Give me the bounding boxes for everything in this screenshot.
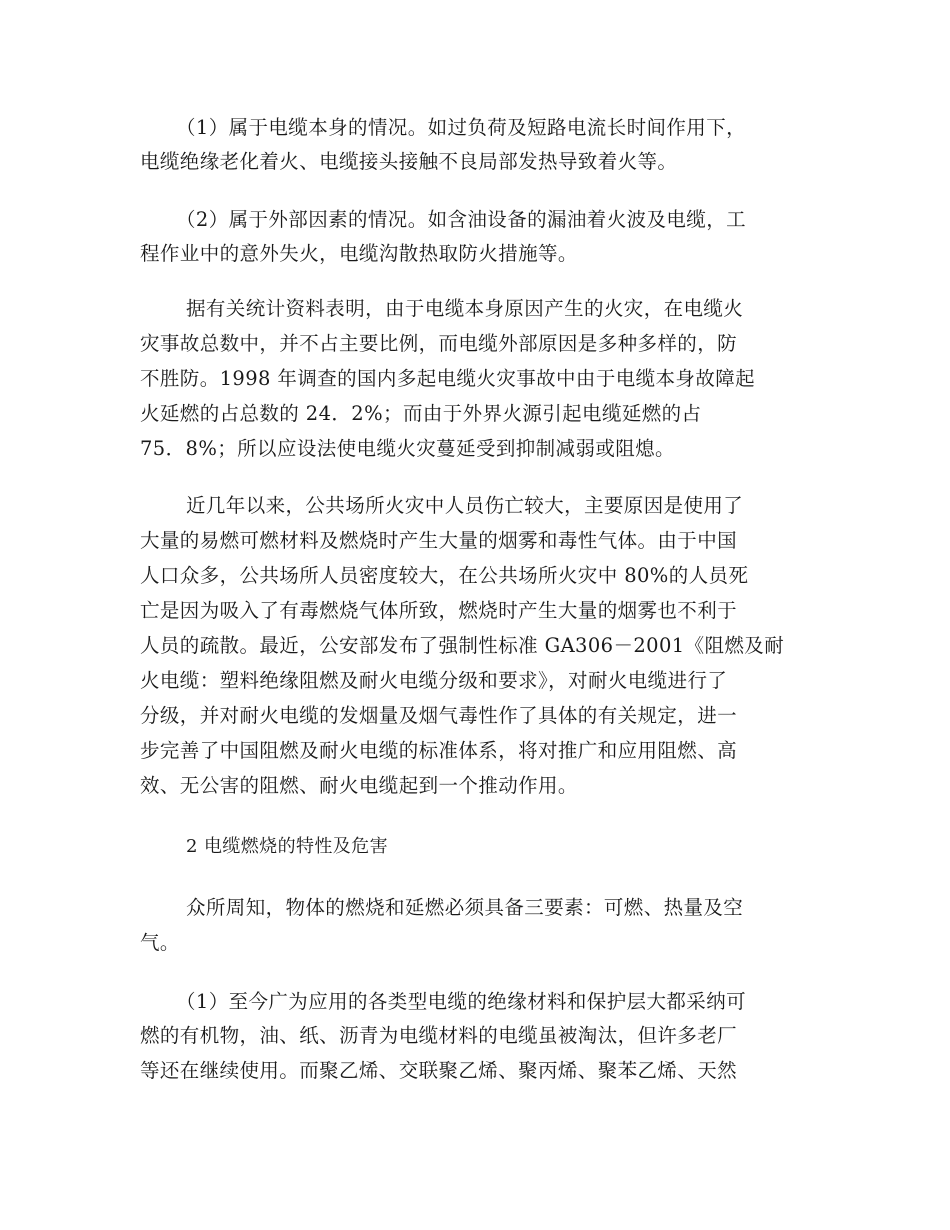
paragraph-4-line-9: 效、无公害的阻燃、耐火电缆起到一个推动作用。 bbox=[140, 774, 578, 797]
paragraph-4-line-8: 步完善了中国阻燃及耐火电缆的标准体系，将对推广和应用阻燃、高 bbox=[140, 739, 738, 762]
paragraph-3-line-5: 75．8%；所以应设法使电缆火灾蔓延受到抑制减弱或阻熄。 bbox=[140, 437, 675, 460]
paragraph-3-line-4: 火延燃的占总数的 24．2%；而由于外界火源引起电缆延燃的占 bbox=[140, 402, 702, 425]
paragraph-5-line-1: 众所周知，物体的燃烧和延燃必须具备三要素：可燃、热量及空 bbox=[186, 896, 744, 919]
paragraph-4-line-6: 火电缆：塑料绝缘阻燃及耐火电缆分级和要求》，对耐火电缆进行了 bbox=[140, 669, 728, 692]
section-heading: 2 电缆燃烧的特性及危害 bbox=[186, 836, 388, 857]
paragraph-5-line-2: 气。 bbox=[140, 931, 180, 954]
paragraph-1-line-1: （1）属于电缆本身的情况。如过负荷及短路电流长时间作用下， bbox=[176, 116, 747, 139]
paragraph-6-line-1: （1）至今广为应用的各类型电缆的绝缘材料和保护层大都采纳可 bbox=[176, 990, 747, 1013]
paragraph-2-line-1: （2）属于外部因素的情况。如含油设备的漏油着火波及电缆，工 bbox=[176, 208, 747, 231]
paragraph-3-line-2: 灾事故总数中，并不占主要比例，而电缆外部原因是多种多样的，防 bbox=[140, 332, 738, 355]
paragraph-4-line-3: 人口众多，公共场所人员密度较大，在公共场所火灾中 80%的人员死 bbox=[140, 564, 749, 587]
paragraph-4-line-5: 人员的疏散。最近，公安部发布了强制性标准 GA306－2001《阻燃及耐 bbox=[140, 634, 785, 657]
paragraph-6-line-2: 燃的有机物，油、纸、沥青为电缆材料的电缆虽被淘汰，但许多老厂 bbox=[140, 1024, 738, 1047]
paragraph-4-line-1: 近几年以来，公共场所火灾中人员伤亡较大，主要原因是使用了 bbox=[186, 494, 744, 517]
paragraph-4-line-7: 分级，并对耐火电缆的发烟量及烟气毒性作了具体的有关规定，进一 bbox=[140, 704, 738, 727]
paragraph-1-line-2: 电缆绝缘老化着火、电缆接头接触不良局部发热导致着火等。 bbox=[140, 150, 678, 173]
paragraph-3-line-1: 据有关统计资料表明，由于电缆本身原因产生的火灾，在电缆火 bbox=[186, 297, 744, 320]
paragraph-4-line-4: 亡是因为吸入了有毒燃烧气体所致，燃烧时产生大量的烟雾也不利于 bbox=[140, 599, 738, 622]
paragraph-6-line-3: 等还在继续使用。而聚乙烯、交联聚乙烯、聚丙烯、聚苯乙烯、天然 bbox=[140, 1059, 738, 1082]
paragraph-2-line-2: 程作业中的意外失火，电缆沟散热取防火措施等。 bbox=[140, 242, 578, 265]
paragraph-4-line-2: 大量的易燃可燃材料及燃烧时产生大量的烟雾和毒性气体。由于中国 bbox=[140, 529, 738, 552]
paragraph-3-line-3: 不胜防。1998 年调查的国内多起电缆火灾事故中由于电缆本身故障起 bbox=[140, 367, 756, 390]
